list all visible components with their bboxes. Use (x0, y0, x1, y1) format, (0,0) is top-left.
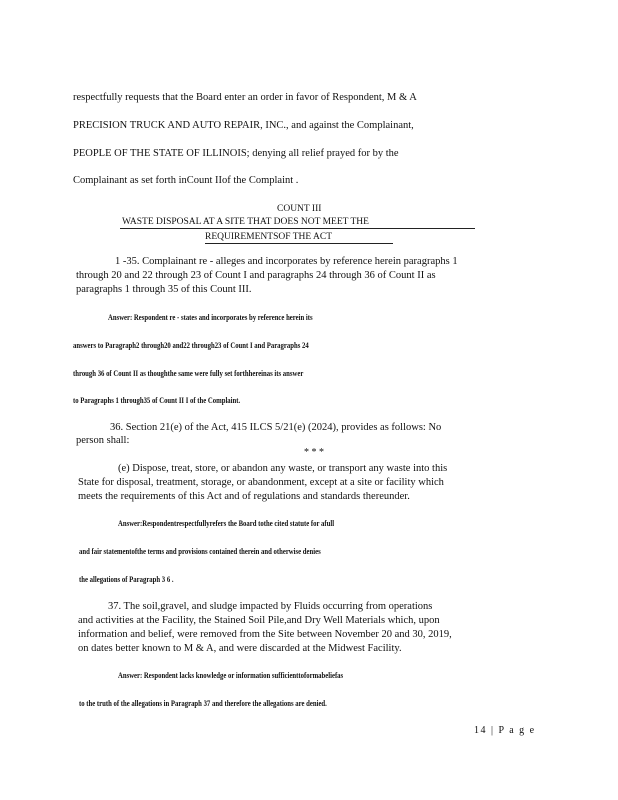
answer-36-line-1: Answer:Respondentrespectfullyrefers the Board tothe cited statute for afull (118, 519, 335, 528)
para-1-35-line-2: through 20 and 22 through 23 of Count I and paragraphs 24 through 36 of Count II as (76, 270, 436, 281)
para-1-35-line-3: paragraphs 1 through 35 of this Count III. (76, 284, 252, 295)
answer-1-35-line-4: to Paragraphs 1 through35 of Count II I of the Complaint. (73, 396, 241, 405)
count-heading-title-line-2: REQUIREMENTSOF THE ACT (205, 232, 333, 242)
para-37-line-3: information and belief, were removed from the Site between November 20 and 30, 2019, (78, 629, 452, 640)
para-37-line-4: on dates better known to M & A, and were discarded at the Midwest Facility. (78, 643, 402, 654)
count-heading-underline-1 (120, 228, 475, 229)
page-number-footer: 14 | P a g e (474, 725, 536, 736)
para-36e-line-3: meets the requirements of this Act and of regulations and standards thereunder. (78, 491, 410, 502)
intro-line-4: Complainant as set forth inCount IIof the Complaint . (73, 175, 299, 186)
para-37-line-2: and activities at the Facility, the Stained Soil Pile,and Dry Well Materials which, upon (78, 615, 440, 626)
answer-1-35-line-3: through 36 of Count II as thoughthe same were fully set forthhereinas its answer (73, 369, 304, 378)
answer-37-line-2: to the truth of the allegations in Paragraph 37 and therefore the allegations are denied. (79, 699, 327, 708)
section-break-stars: * * * (304, 447, 324, 458)
answer-37-line-1: Answer: Respondent lacks knowledge or information sufficienttoformabeliefas (118, 671, 344, 680)
answer-36-line-2: and fair statementofthe terms and provisions contained therein and otherwise denies (79, 547, 321, 556)
para-36e-line-2: State for disposal, treatment, storage, or abandonment, except at a site or facility which (78, 477, 444, 488)
count-heading-underline-2 (205, 243, 393, 244)
para-37-line-1: 37. The soil,gravel, and sludge impacted by Fluids occurring from operations (108, 601, 433, 612)
answer-1-35-line-2: answers to Paragraph2 through20 and22 through23 of Count I and Paragraphs 24 (73, 341, 309, 350)
answer-1-35-line-1: Answer: Respondent re - states and incorporates by reference herein its (108, 313, 313, 322)
para-36-line-2: person shall: (76, 435, 130, 446)
para-1-35-line-1: 1 -35. Complainant re - alleges and incorporates by reference herein paragraphs 1 (115, 256, 458, 267)
count-heading-label: COUNT III (277, 204, 322, 214)
para-36e-line-1: (e) Dispose, treat, store, or abandon any waste, or transport any waste into this (118, 463, 448, 474)
intro-line-2: PRECISION TRUCK AND AUTO REPAIR, INC., and against the Complainant, (73, 120, 414, 131)
answer-36-line-3: the allegations of Paragraph 3 6 . (79, 575, 174, 584)
para-36-line-1: 36. Section 21(e) of the Act, 415 ILCS 5/21(e) (2024), provides as follows: No (110, 422, 442, 433)
count-heading-title-line-1: WASTE DISPOSAL AT A SITE THAT DOES NOT MEET THE (122, 217, 369, 227)
intro-line-1: respectfully requests that the Board enter an order in favor of Respondent, M & A (73, 92, 417, 103)
intro-line-3: PEOPLE OF THE STATE OF ILLINOIS; denying all relief prayed for by the (73, 148, 399, 159)
